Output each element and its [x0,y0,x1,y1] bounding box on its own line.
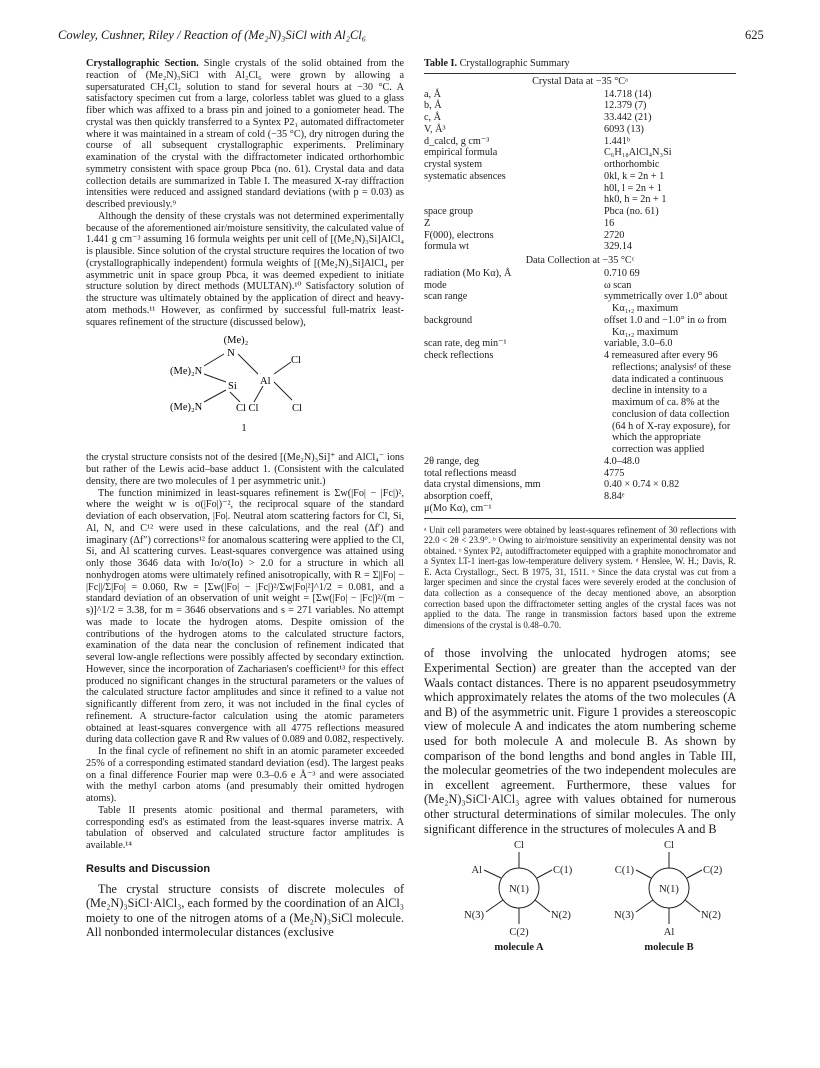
table-cell-value: 12.379 (7) [604,100,647,112]
table-cell-value: variable, 3.0–6.0 [604,338,673,350]
right-column [424,58,736,971]
left-column [86,58,404,940]
table-cell-key [424,421,604,433]
table-subhead-data: Data Collection at −35 °Cᶜ [525,255,635,266]
newman-drawing [424,836,736,971]
running-title: Cowley, Cushner, Riley / Reaction of (Me₂N)₃SiCl with Al₂Cl₆ [58,28,367,42]
table-row [424,303,736,315]
table-cell-key: F(000), electrons [424,229,494,241]
table-row [424,136,736,148]
newman-b-bottom: Al [663,927,675,939]
table-cell-key [424,374,604,386]
table-row [424,327,736,339]
table-cell-value: 8.84ᵉ [604,491,625,502]
table-cell-value: data indicated a continuous [612,373,724,385]
table-cell-key: data crystal dimensions, mm [424,479,541,491]
table-cell-key: μ(Mo Kα), cm⁻¹ [424,502,492,514]
table-row [424,338,736,350]
table-row [424,124,736,136]
table-row [424,350,736,362]
table-cell-key: radiation (Mo Kα), Å [424,267,512,279]
table-cell-key: a, Å [424,88,441,100]
table-cell-value: ω scan [604,279,632,291]
table-label: Table I. [424,58,458,69]
paragraph: Table II presents atomic positional and thermal parameters, with corresponding esd's as estimated from the least-squares inverse matrix. A tabulation of observed and calculated structure factor amplitudes is available.¹⁴ [86,804,404,851]
paragraph-text: Single crystals of the solid obtained from the reaction of (Me₂N)₃SiCl with Al₂Cl₆ were grown by allowing a supersaturated CH₂Cl₂ solution to stand for several hours at −30 °C. A satisfactory specimen cut from a large, colorless tablet was glued to a glass fiber which was affixed to a brass pin and joined to a goniometer head. The crystal was then quickly transferred to a Syntex P2₁ automated diffractometer where it was maintained in a stream of cold (−35 °C), dry nitrogen during the course of all subsequent crystallographic experiments. Preliminary examination of the crystal with the diffractometer indicated orthorhombic symmetry consistent with space group Pbca (no. 61). Crystal data and data collection details are summarized in Table I. The measured X-ray diffraction intensities were reduced and assigned standard deviations (with p = 0.03) as described previously.⁹ [86,58,404,210]
table-title [424,58,736,70]
table-cell-key [424,432,604,444]
table-cell-value: 0.40 × 0.74 × 0.82 [604,479,680,491]
table-cell-value: 4775 [604,467,625,479]
table-row [424,89,736,101]
table-cell-key: formula wt [424,241,469,253]
label-si: Si [228,381,237,393]
table-cell-value [604,503,736,515]
table-cell-key [424,409,604,421]
table-caption: Crystallographic Summary [457,58,570,69]
crystallographic-paragraph [86,58,404,211]
newman-a-bottom-left: N(3) [464,910,484,922]
table-rule-top [424,73,736,74]
table-row [424,194,736,206]
table-cell-key: d_calcd, g cm⁻³ [424,135,490,147]
table-row [424,206,736,218]
compound-number: 1 [241,423,247,435]
table-cell-value: 2720 [604,229,625,241]
table-cell-value: 1.441ᵇ [604,135,631,147]
table-cell-key [424,303,604,315]
table-cell-key: Z [424,217,431,229]
table-row [424,409,736,421]
newman-projections [424,836,736,971]
table-cell-key: scan range [424,291,468,303]
label-n-top: N [227,348,235,360]
table-cell-value: conclusion of data collection [612,408,730,420]
table-row [424,218,736,230]
table-cell-key: absorption coeff, [424,491,493,502]
page-number: 625 [745,28,764,42]
table-cell-key [424,183,604,195]
newman-a-top: Cl [514,840,524,852]
table-row [424,147,736,159]
label-al: Al [260,376,271,388]
label-me2n-bottom: (Me)₂N [170,402,203,414]
paragraph: Although the density of these crystals was not determined experimentally because of the aforementioned air/moisture sensitivity, the calculated value of 1.441 g cm⁻³ assuming 16 formula weights per unit cell of [(Me₂N)₃Si]AlCl₄ is plausible. Since solution of the crystal structure requires the location of two (crystallographically independent) formula weights of [(Me₂N)₃Si]AlCl₄ per asymmetric unit in space group Pbca, it was deemed expedient to initiate structure solution by direct methods (MULTAN).¹⁰ Satisfactory solution of the structure was ultimately obtained by the application of direct and heavy-atom methods.¹¹ However, as confirmed by successful full-matrix least-squares refinement of the structure (discussed below), [86,210,404,328]
label-me2-top: (Me)₂ [223,335,249,347]
table-cell-value: 4.0–48.0 [604,455,640,467]
section-run-in-heading: Crystallographic Section. [86,58,199,69]
table-cell-value: reflections; analysisᵈ of these [612,361,731,373]
newman-b-center: N(1) [659,884,679,896]
label-cl-cl: Cl Cl [236,403,259,415]
table-row [424,171,736,183]
table-cell-value: decline in intensity to a [612,385,708,397]
table-row [424,374,736,386]
table-row [424,397,736,409]
table-cell-key: 2θ range, deg [424,455,479,467]
table-cell-key [424,327,604,339]
table-cell-value: correction was applied [612,444,705,455]
table-cell-key: total reflections measd [424,467,517,479]
table-row [424,230,736,242]
table-row [424,183,736,195]
table-cell-value: which the appropriate [612,432,701,444]
table-row [424,444,736,456]
paragraph: The crystal structure consists of discrete molecules of (Me₂N)₃SiCl·AlCl₃, each formed by the coordination of an AlCl₃ moiety to one of the nitrogen atoms of a (Me₂N)₃SiCl molecule. All nonbonded intermolecular distances (exclusive [86,881,404,940]
label-cl-top-right: Cl [291,355,301,367]
table-cell-value: Pbca (no. 61) [604,206,659,217]
newman-a-bottom-right: N(2) [551,910,571,922]
table-row [424,112,736,124]
paragraph: In the final cycle of refinement no shift in an atomic parameter exceeded 25% of a corresponding estimated standard deviation (esd). The largest peaks on a final difference Fourier map were 0.3–0.6 e Å⁻³ and were associated with the methyl carbon atoms (and presumably their omitted hydrogen atoms). [86,746,404,804]
table-rule-bottom [424,518,736,519]
paragraph: the crystal structure consists not of the desired [(Me₂N)₃Si]⁺ and AlCl₄⁻ ions but rather of the Lewis acid–base adduct 1. (Consistent with the calculated density, there are two molecules of 1 per asymmetric unit.) [86,452,404,487]
table-cell-key: empirical formula [424,147,498,159]
table-cell-value: 0kl, k = 2n + 1 [604,170,665,182]
table-cell-key: c, Å [424,112,441,123]
table-cell-value: Kα₁,₂ maximum [612,303,679,314]
table-cell-value: symmetrically over 1.0° about [604,291,728,303]
data-collection-rows [424,268,736,515]
label-me2n-left: (Me)₂N [170,366,203,378]
table-row [424,385,736,397]
newman-a-label: molecule A [494,942,544,954]
table-cell-value: offset 1.0 and −1.0° in ω from [604,314,727,326]
table-subhead-crystal: Crystal Data at −35 °Cᵃ [532,75,628,87]
table-cell-key: background [424,314,473,326]
table-cell-value: 33.442 (21) [604,112,652,123]
paragraph: The function minimized in least-squares refinement is Σw(|Fo| − |Fc|)², where the weight w is σ(|Fo|)⁻², the reciprocal square of the standard deviation of each observation, |Fo|. Neutral atom scattering factors for Cl, Si, Al, N, and C¹² were used in these calculations, and the real (Δf′) and imaginary (Δf″) corrections¹² for anomalous scattering were applied to the Cl, Si, and Al scattering curves. Least-squares convergence was attained using only those 3646 data with Io/σ(Io) > 2.0 for a structure in which all nonhydrogen atoms were ultimately refined anisotropically, with R = Σ||Fo| − |Fc||/Σ|Fo| = 0.060, Rw = [Σw(|Fo| − |Fc|)²/Σw|Fo|²]^1/2 = 0.081, and a standard deviation of an observation of unit weight = [Σw(|Fo| − |Fc|)²/(m − s)]^1/2 = 3.38, for m = 3646 observations and s = 271 variables. No attempt was made to locate the hydrogen atoms. Despite omission of the contributions of the hydrogen atoms to the calculated structure factors, examination of the data near the conclusion of refinement indicated that several low-angle reflections were possibly affected by secondary extinction. However, since the incorporation of Zachariasen's coefficient¹³ for this effect produced no significant changes in the structural parameters or the values of the calculated structure factor amplitudes and since it refined to a value not significantly different from zero, it was not included in the final cycles of refinement. A structure-factor calculation using the atomic parameters obtained at least-squares convergence with all 4775 reflections measured during data collection gave R and Rw values of 0.089 and 0.082, respectively. [86,487,404,746]
table-cell-key [424,362,604,374]
table-row [424,503,736,515]
newman-a-left: Al [471,865,482,877]
newman-b-bottom-right: N(2) [701,910,721,922]
newman-a-right: C(1) [553,865,573,877]
newman-b-left: C(1) [614,865,634,877]
table-cell-key [424,397,604,409]
newman-b-right: C(2) [703,865,723,877]
table-row [424,468,736,480]
table-cell-key: space group [424,206,473,217]
newman-a-center: N(1) [509,884,529,896]
table-cell-value: maximum of ca. 8% at the [612,397,720,408]
table-row [424,315,736,327]
table-cell-value: (64 h of X-ray exposure), for [612,420,731,432]
paragraph: of those involving the unlocated hydrogen atoms; see Experimental Section) are greater than the accepted van der Waals contact distances. There is no apparent pseudosymmetry which approximately relates the atoms of the two molecules (A and B) of the asymmetric unit. Figure 1 provides a stereoscopic view of molecule A and indicates the atom numbering scheme used for both molecule A and molecule B. As shown by comparison of the bond lengths and bond angles in Table III, the molecular geometries of the two independent molecules are in excellent agreement. Furthermore, these values for (Me₂N)₃SiCl·AlCl₃ agree with values obtained for numerous other structural determinations of similar molecules. The only significant difference in the structures of molecules A and B [424,646,736,836]
table-cell-key [424,385,604,397]
newman-b-bottom-left: N(3) [614,910,634,922]
table-cell-value: C₆H₁₈AlCl₄N₃Si [604,147,672,159]
table-cell-key: scan rate, deg min⁻¹ [424,338,507,350]
table-footnotes: ᵃ Unit cell parameters were obtained by least-squares refinement of 30 reflections with 22.0 < 2θ < 23.9°. ᵇ Owing to air/moisture sensitivity an experimental density was not obtained. ᶜ Syntex P2₁ autodiffractometer equipped with a graphite monochromator and a Syntex LT-1 inert-gas low-temperature delivery system. ᵈ Henslee, W. H.; Davis, R. E. Acta Crystallogr., Sect. B 1975, 31, 1511. ᵉ Since the data crystal was cut from a larger specimen and since the crystal faces were severely eroded at the conclusion of data collection as a consequence of the decay mentioned above, an absorption correction based upon the diffractometer setting angles of the crystal faces was not applied to the data. The range in transmission factors based upon the extreme dimensions of the crystal is 0.48–0.70. [424,524,736,630]
table-row [424,362,736,374]
table-cell-value: 14.718 (14) [604,88,652,100]
newman-b-label: molecule B [644,942,694,954]
table-cell-value: 16 [604,217,615,229]
table-cell-value: Kα₁,₂ maximum [612,326,679,338]
structure-scheme-1 [86,330,404,448]
table-cell-key: mode [424,279,447,291]
table-cell-value: h0l, l = 2n + 1 [604,182,662,194]
table-row [424,100,736,112]
table-cell-value: 6093 (13) [604,123,644,135]
table-row [424,291,736,303]
table-row [424,491,736,503]
table-cell-value: orthorhombic [604,159,660,170]
table-row [424,159,736,171]
table-cell-value: 0.710 69 [604,267,640,279]
table-row [424,280,736,292]
table-cell-value: hk0, h = 2n + 1 [604,194,667,206]
newman-a-bottom: C(2) [509,927,529,939]
crystal-data-rows [424,89,736,254]
table-row [424,456,736,468]
table-cell-value: 329.14 [604,241,633,253]
structure-drawing [86,330,404,448]
table-cell-key [424,194,604,206]
table-row [424,432,736,444]
table-row [424,479,736,491]
table-cell-key: systematic absences [424,170,506,182]
table-cell-key: V, Å³ [424,123,446,135]
table-cell-key: check reflections [424,350,494,361]
table-cell-key: crystal system [424,159,483,170]
label-cl-bottom-right: Cl [292,403,302,415]
table-cell-key [424,444,604,456]
section-heading: Results and Discussion [86,862,211,875]
table-row [424,241,736,253]
table-row [424,268,736,280]
newman-b-top: Cl [664,840,674,852]
table-cell-key: b, Å [424,100,442,112]
table-cell-value: 4 remeasured after every 96 [604,350,718,361]
table-row [424,421,736,433]
